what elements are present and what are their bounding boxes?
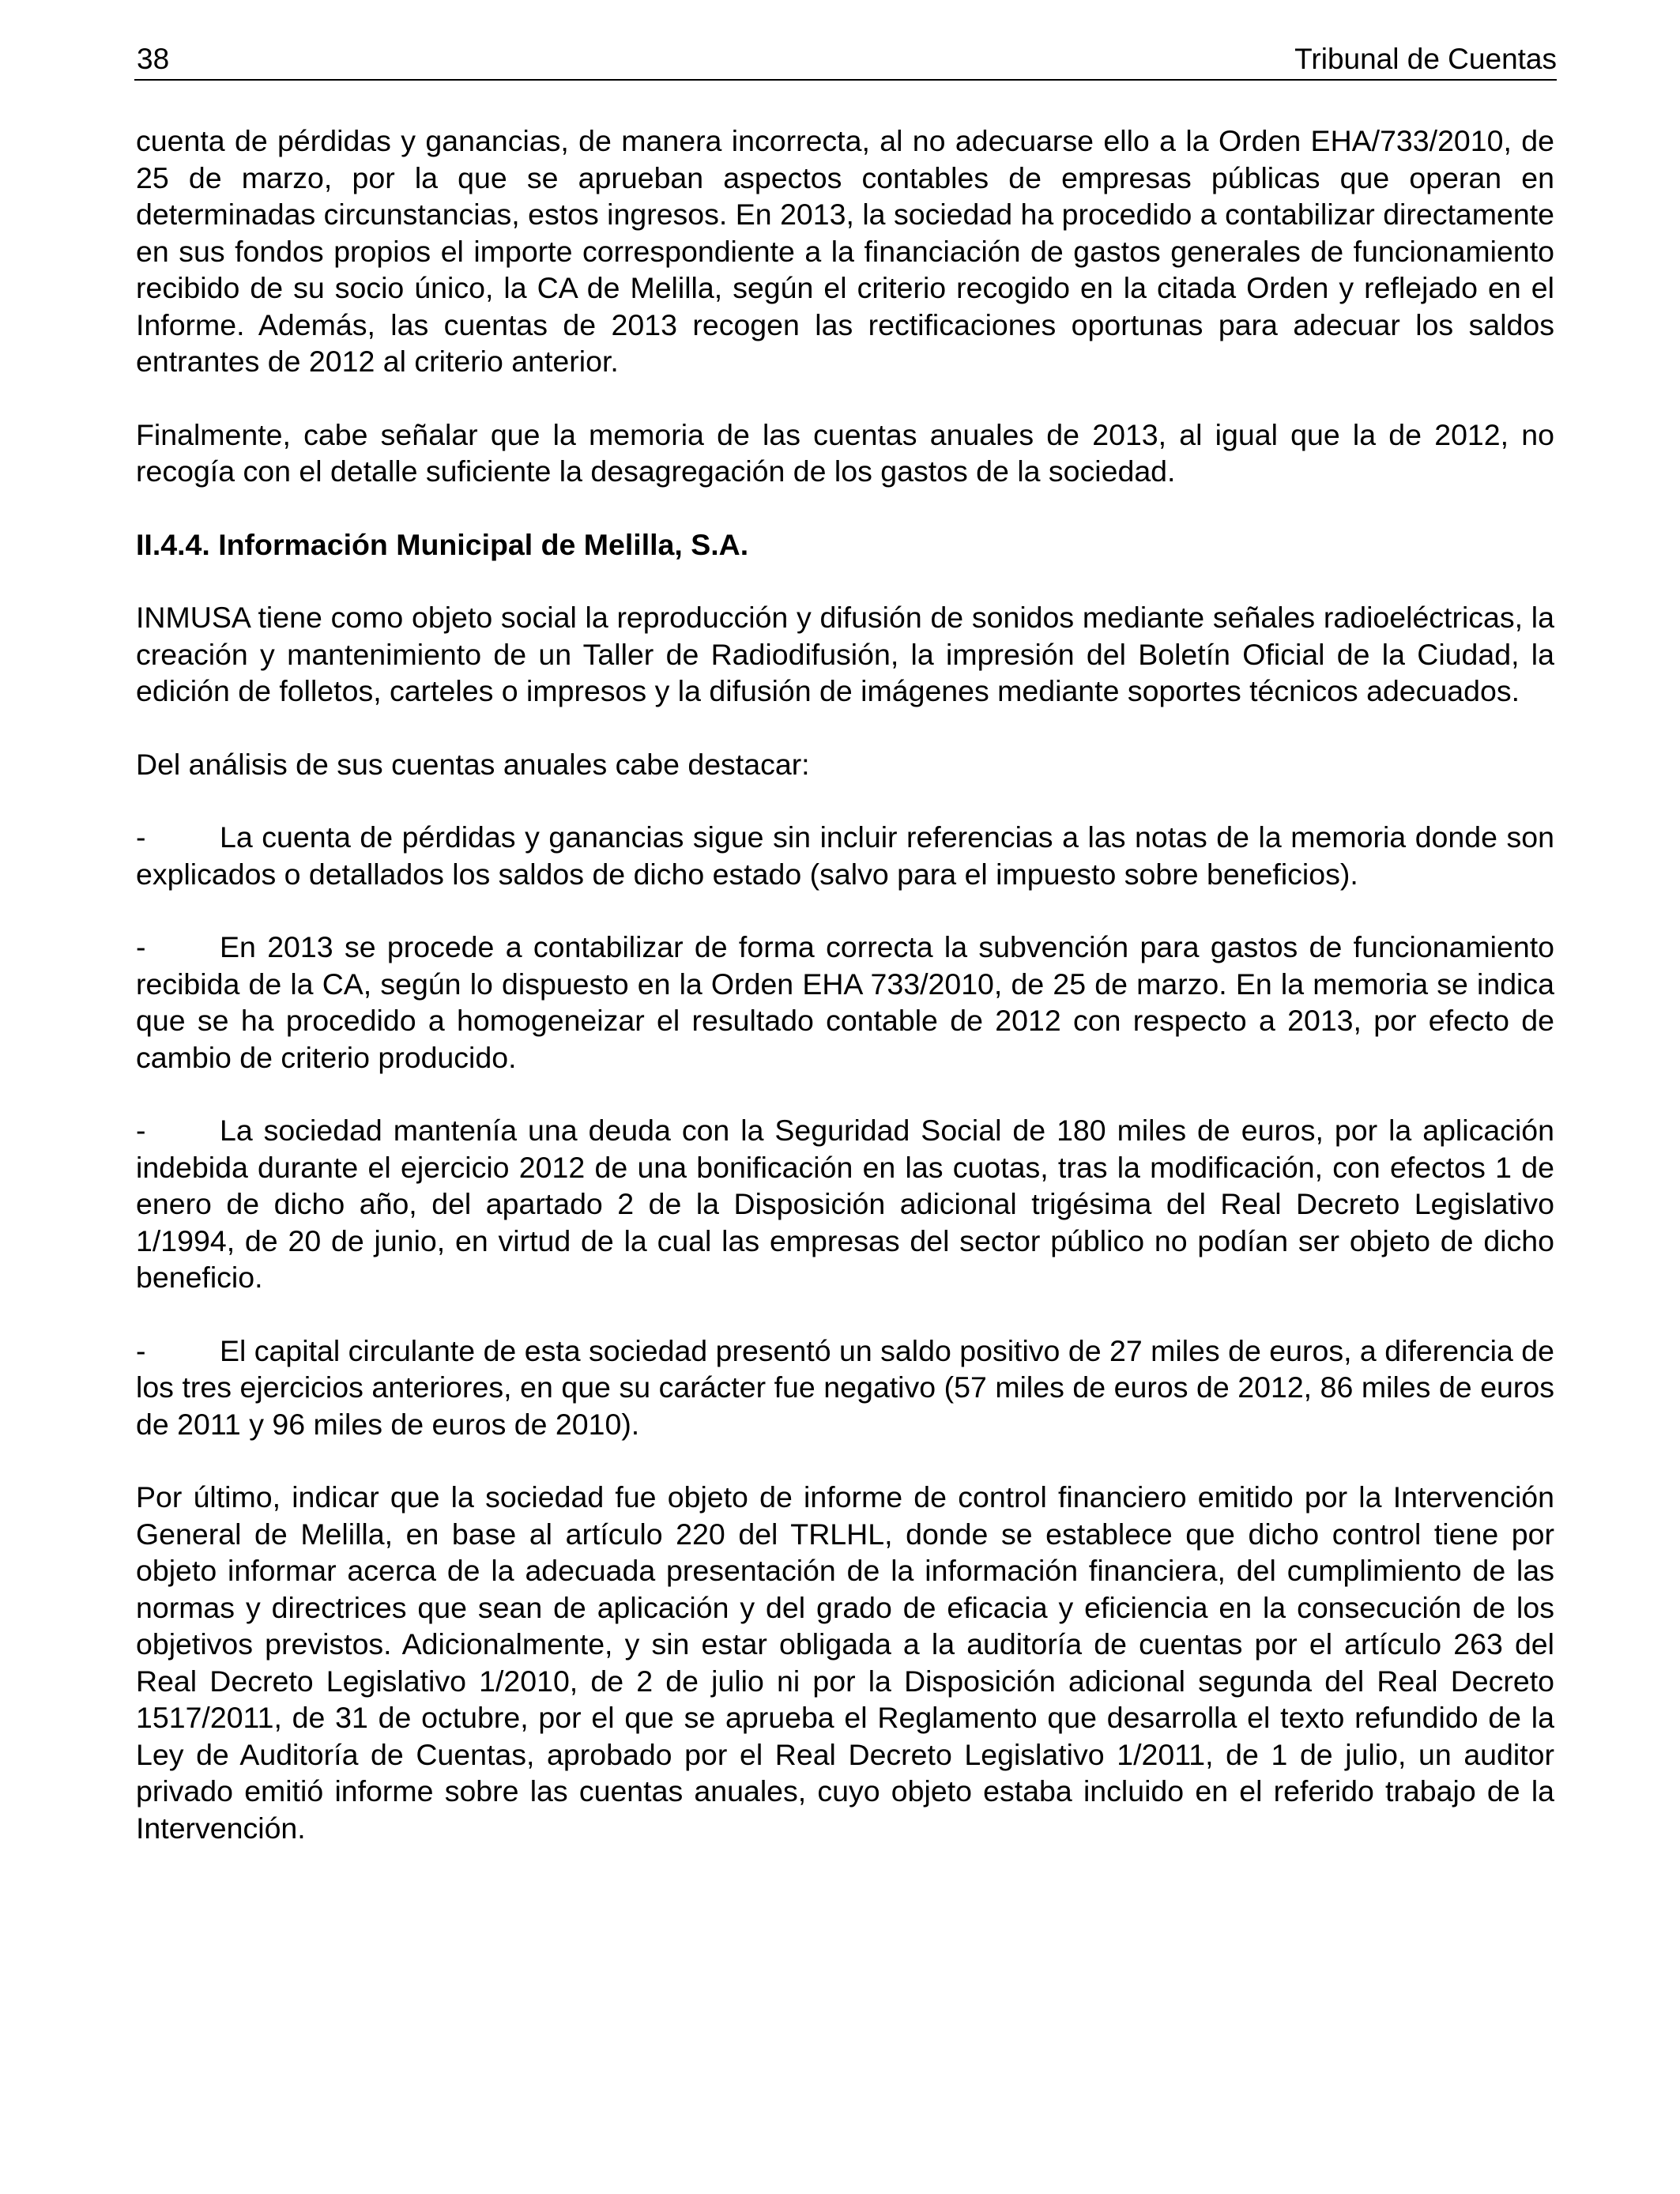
bullet-marker: - <box>136 930 146 963</box>
bullet-text: La cuenta de pérdidas y ganancias sigue sin incluir referencias a las notas de la memoria donde son explicados o detallados los saldos de dicho estado (salvo para el impuesto sobre beneficios). <box>136 820 1554 891</box>
paragraph-memoria-note: Finalmente, cabe señalar que la memoria de las cuentas anuales de 2013, al igual que la de 2012, no recogía con el detalle suficiente la desagregación de los gastos de la sociedad. <box>136 417 1554 488</box>
bullet-text: En 2013 se procede a contabilizar de forma correcta la subvención para gastos de funcionamiento recibida de la CA, según lo dispuesto en la Orden EHA 733/2010, de 25 de marzo. En la memoria se indica que se ha procedido a homogeneizar el resultado contable de 2012 con respecto a 2013, por efecto de cambio de criterio producido. <box>136 930 1554 1074</box>
bullet-text: La sociedad mantenía una deuda con la Seguridad Social de 180 miles de euros, por la aplicación indebida durante el ejercicio 2012 de una bonificación en las cuotas, tras la modificación, con efectos 1 de enero de dicho año, del apartado 2 de la Disposición adicional trigésima del Real Decreto Legislativo 1/1994, de 20 de junio, en virtud de la cual las empresas del sector público no podían ser objeto de dicho beneficio. <box>136 1114 1554 1294</box>
bullet-item <box>136 1333 1554 1443</box>
bullet-item <box>136 819 1554 892</box>
bullet-marker: - <box>136 1114 146 1147</box>
bullet-text: El capital circulante de esta sociedad presentó un saldo positivo de 27 miles de euros, a diferencia de los tres ejercicios anteriores, en que su carácter fue negativo (57 miles de euros de 2012, 86 miles de euros de 2011 y 96 miles de euros de 2010). <box>136 1333 1554 1441</box>
running-title: Tribunal de Cuentas <box>1294 43 1557 75</box>
bullet-item <box>136 1112 1554 1296</box>
bullet-marker: - <box>136 820 146 854</box>
paragraph-inmusa-objeto: INMUSA tiene como objeto social la reproducción y difusión de sonidos mediante señales radioeléctricas, la creación y mantenimiento de un Taller de Radiodifusión, la impresión del Boletín Oficial de la Ciudad, la edición de folletos, carteles o impresos y la difusión de imágenes mediante soportes técnicos adecuados. <box>136 601 1554 707</box>
bullet-item <box>136 929 1554 1076</box>
paragraph-continuation: cuenta de pérdidas y ganancias, de manera incorrecta, al no adecuarse ello a la Orden EHA/733/2010, de 25 de marzo, por la que se aprueban aspectos contables de empresas públicas que operan en determinadas circunstancias, estos ingresos. En 2013, la sociedad ha procedido a contabilizar directamente en sus fondos propios el importe correspondiente a la financiación de gastos generales de funcionamiento recibido de su socio único, la CA de Melilla, según el criterio recogido en la citada Orden y reflejado en el Informe. Además, las cuentas de 2013 recogen las rectificaciones oportunas para adecuar los saldos entrantes de 2012 al criterio anterior. <box>136 124 1554 378</box>
bullet-marker: - <box>136 1333 146 1367</box>
paragraph-control-financiero: Por último, indicar que la sociedad fue objeto de informe de control financiero emitido por la Intervención General de Melilla, en base al artículo 220 del TRLHL, donde se establece que dicho control tiene por objeto informar acerca de la adecuada presentación de la información financiera, del cumplimiento de las normas y directrices que sean de aplicación y del grado de eficacia y eficiencia en la consecución de los objetivos previstos. Adicionalmente, y sin estar obligada a la auditoría de cuentas por el artículo 263 del Real Decreto Legislativo 1/2010, de 2 de julio ni por la Disposición adicional segunda del Real Decreto 1517/2011, de 31 de octubre, por el que se aprueba el Reglamento que desarrolla el texto refundido de la Ley de Auditoría de Cuentas, aprobado por el Real Decreto Legislativo 1/2011, de 1 de julio, un auditor privado emitió informe sobre las cuentas anuales, cuyo objeto estaba incluido en el referido trabajo de la Intervención. <box>136 1480 1554 1845</box>
paragraph-analisis-intro: Del análisis de sus cuentas anuales cabe destacar: <box>136 747 810 781</box>
page-header <box>134 40 1557 81</box>
page-number: 38 <box>137 43 170 75</box>
section-heading: II.4.4. Información Municipal de Melilla, S.A. <box>136 527 749 561</box>
page-body <box>136 123 1554 1883</box>
